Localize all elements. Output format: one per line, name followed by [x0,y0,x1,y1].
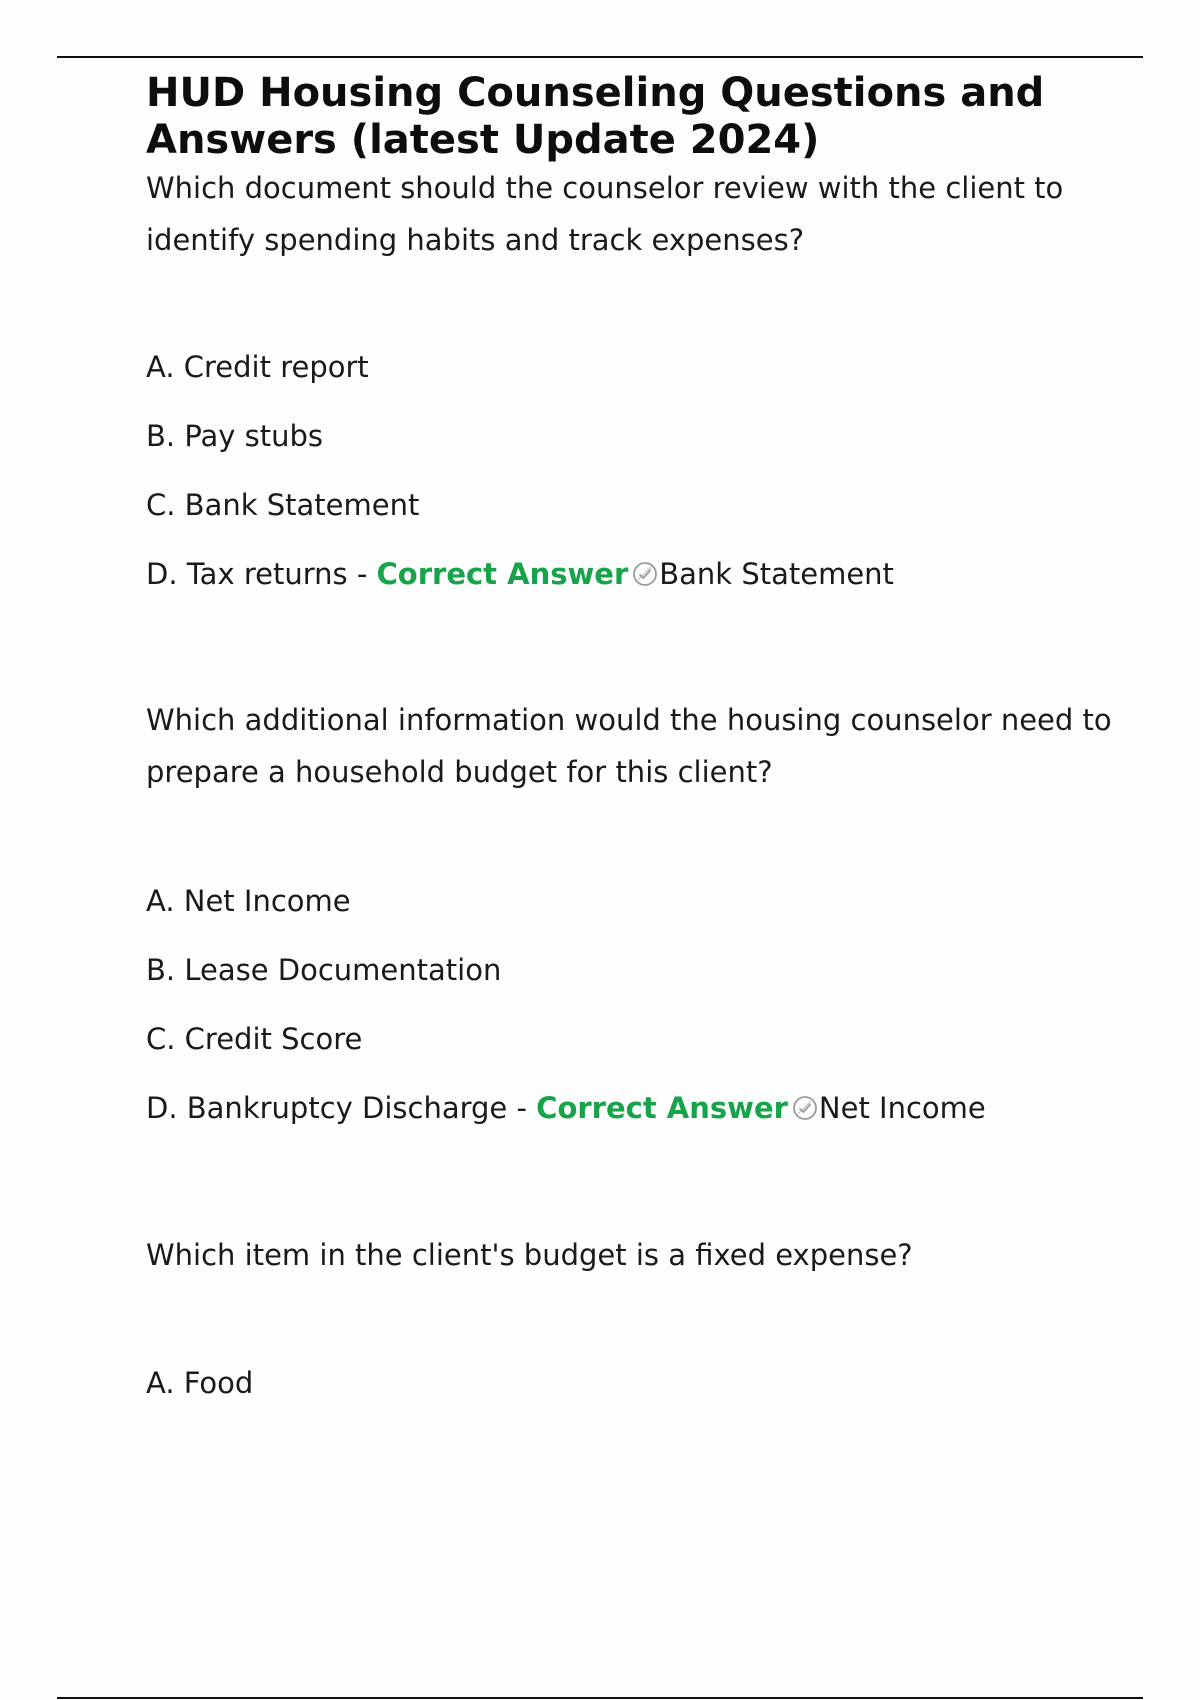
document-body [146,70,1146,1401]
q1-correct-answer-label: Correct Answer [376,557,629,591]
top-rule [57,56,1143,58]
q2-option-a: A. Net Income [146,884,351,918]
q2-correct-answer-value: Net Income [818,1091,986,1125]
question-3-text: Which item in the client's budget is a fixed expense? [146,1238,913,1272]
q2-option-d-text: D. Bankruptcy Discharge - [146,1091,537,1125]
q3-option-a: A. Food [146,1366,254,1400]
question-2-text: Which additional information would the housing counselor need to prepare a household budget for this client? [146,703,1112,789]
check-circle-icon [632,561,658,587]
q1-option-d [146,556,1146,592]
q1-correct-answer-value: Bank Statement [659,557,894,591]
q1-option-d-text: D. Tax returns - [146,557,377,591]
q2-option-c: C. Credit Score [146,1022,363,1056]
bottom-rule [57,1697,1143,1699]
check-circle-icon [792,1095,818,1121]
q2-option-d [146,1090,1146,1126]
question-1-text: Which document should the counselor review with the client to identify spending habits and track expenses? [146,171,1064,257]
q2-correct-answer-label: Correct Answer [536,1091,788,1125]
q1-option-a: A. Credit report [146,350,369,384]
q1-option-b: B. Pay stubs [146,419,324,453]
q1-option-c: C. Bank Statement [146,488,420,522]
document-title: HUD Housing Counseling Questions and Answers (latest Update 2024) [146,70,1045,163]
q2-option-b: B. Lease Documentation [146,953,502,987]
